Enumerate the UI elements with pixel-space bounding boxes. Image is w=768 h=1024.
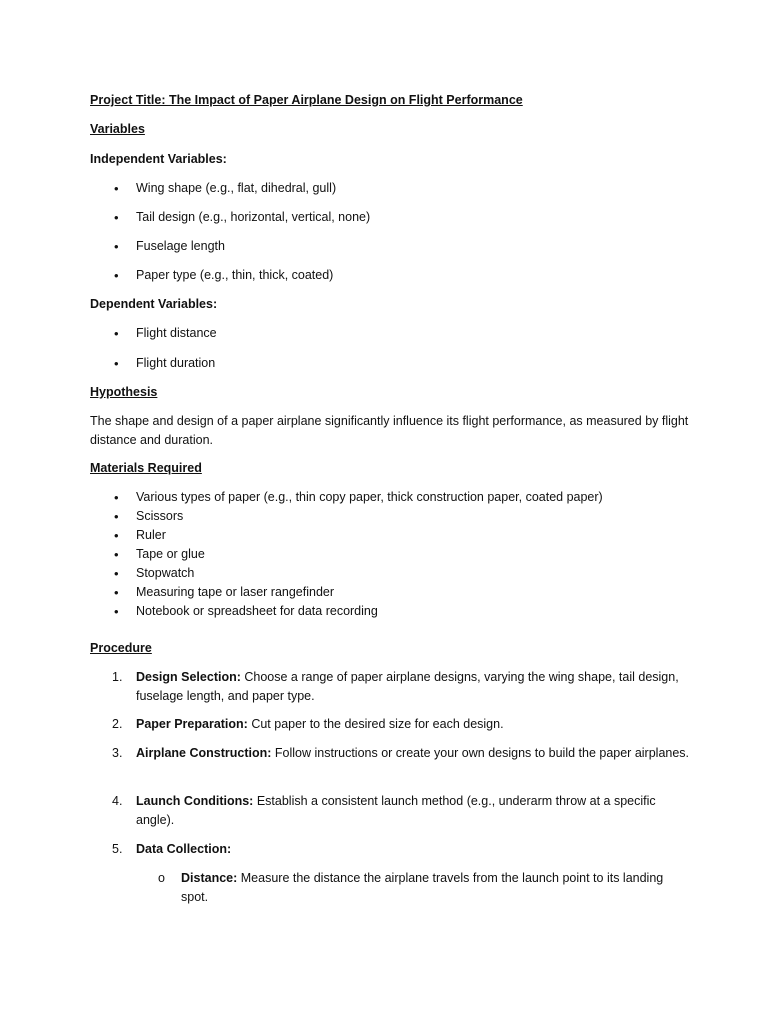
- step-number: 3.: [112, 746, 123, 760]
- step-label: Design Selection:: [136, 670, 241, 684]
- bullet-icon: •: [114, 268, 119, 283]
- materials-heading: Materials Required: [90, 461, 202, 475]
- step-number: 2.: [112, 717, 123, 731]
- list-item: Wing shape (e.g., flat, dihedral, gull): [136, 181, 337, 195]
- hypothesis-heading: Hypothesis: [90, 385, 158, 399]
- list-item: Measuring tape or laser rangefinder: [136, 585, 335, 599]
- step-text: Follow instructions or create your own designs to build the paper airplanes.: [274, 746, 690, 760]
- step-number: 5.: [112, 842, 123, 856]
- bullet-icon: •: [114, 239, 119, 254]
- list-item: Notebook or spreadsheet for data recording: [136, 604, 378, 618]
- procedure-step: [136, 668, 696, 706]
- bullet-icon: •: [114, 585, 119, 600]
- procedure-step: [136, 715, 696, 734]
- procedure-step: [136, 792, 696, 830]
- step-label: Paper Preparation:: [136, 717, 248, 731]
- list-item: Stopwatch: [136, 566, 195, 580]
- procedure-heading: Procedure: [90, 641, 152, 655]
- bullet-icon: •: [114, 604, 119, 619]
- bullet-icon: •: [114, 490, 119, 505]
- substep-label: Distance:: [181, 871, 238, 885]
- step-text: Choose a range of paper airplane designs, varying the wing shape, tail design, fuselage length, and paper type.: [136, 670, 679, 703]
- step-text: Establish a consistent launch method (e.g., underarm throw at a specific angle).: [136, 794, 656, 827]
- step-label: Airplane Construction:: [136, 746, 272, 760]
- project-title: Project Title: The Impact of Paper Airplane Design on Flight Performance: [90, 93, 523, 107]
- list-item: Flight distance: [136, 326, 217, 340]
- bullet-icon: •: [114, 356, 119, 371]
- list-item: Flight duration: [136, 356, 216, 370]
- circle-bullet-icon: o: [158, 871, 165, 885]
- hypothesis-text: The shape and design of a paper airplane significantly influence its flight performance, as measured by flight distance and duration.: [90, 414, 689, 447]
- bullet-icon: •: [114, 210, 119, 225]
- dependent-variables-heading: Dependent Variables:: [90, 297, 218, 311]
- independent-variables-heading: Independent Variables:: [90, 152, 227, 166]
- step-text: Cut paper to the desired size for each design.: [251, 717, 504, 731]
- step-label: Data Collection:: [136, 842, 232, 856]
- step-number: 1.: [112, 670, 123, 684]
- step-label: Launch Conditions:: [136, 794, 254, 808]
- list-item: Ruler: [136, 528, 166, 542]
- list-item: Tape or glue: [136, 547, 205, 561]
- list-item: Paper type (e.g., thin, thick, coated): [136, 268, 334, 282]
- procedure-step: [136, 744, 696, 763]
- list-item: Tail design (e.g., horizontal, vertical, none): [136, 210, 371, 224]
- bullet-icon: •: [114, 547, 119, 562]
- substep-text: Measure the distance the airplane travels from the launch point to its landing spot.: [181, 871, 664, 904]
- list-item: Fuselage length: [136, 239, 225, 253]
- variables-heading: Variables: [90, 122, 145, 136]
- procedure-step: [136, 840, 696, 859]
- bullet-icon: •: [114, 566, 119, 581]
- step-number: 4.: [112, 794, 123, 808]
- list-item: Scissors: [136, 509, 184, 523]
- list-item: Various types of paper (e.g., thin copy paper, thick construction paper, coated paper): [136, 490, 603, 504]
- bullet-icon: •: [114, 528, 119, 543]
- procedure-substep: [181, 869, 691, 907]
- bullet-icon: •: [114, 509, 119, 524]
- bullet-icon: •: [114, 181, 119, 196]
- bullet-icon: •: [114, 326, 119, 341]
